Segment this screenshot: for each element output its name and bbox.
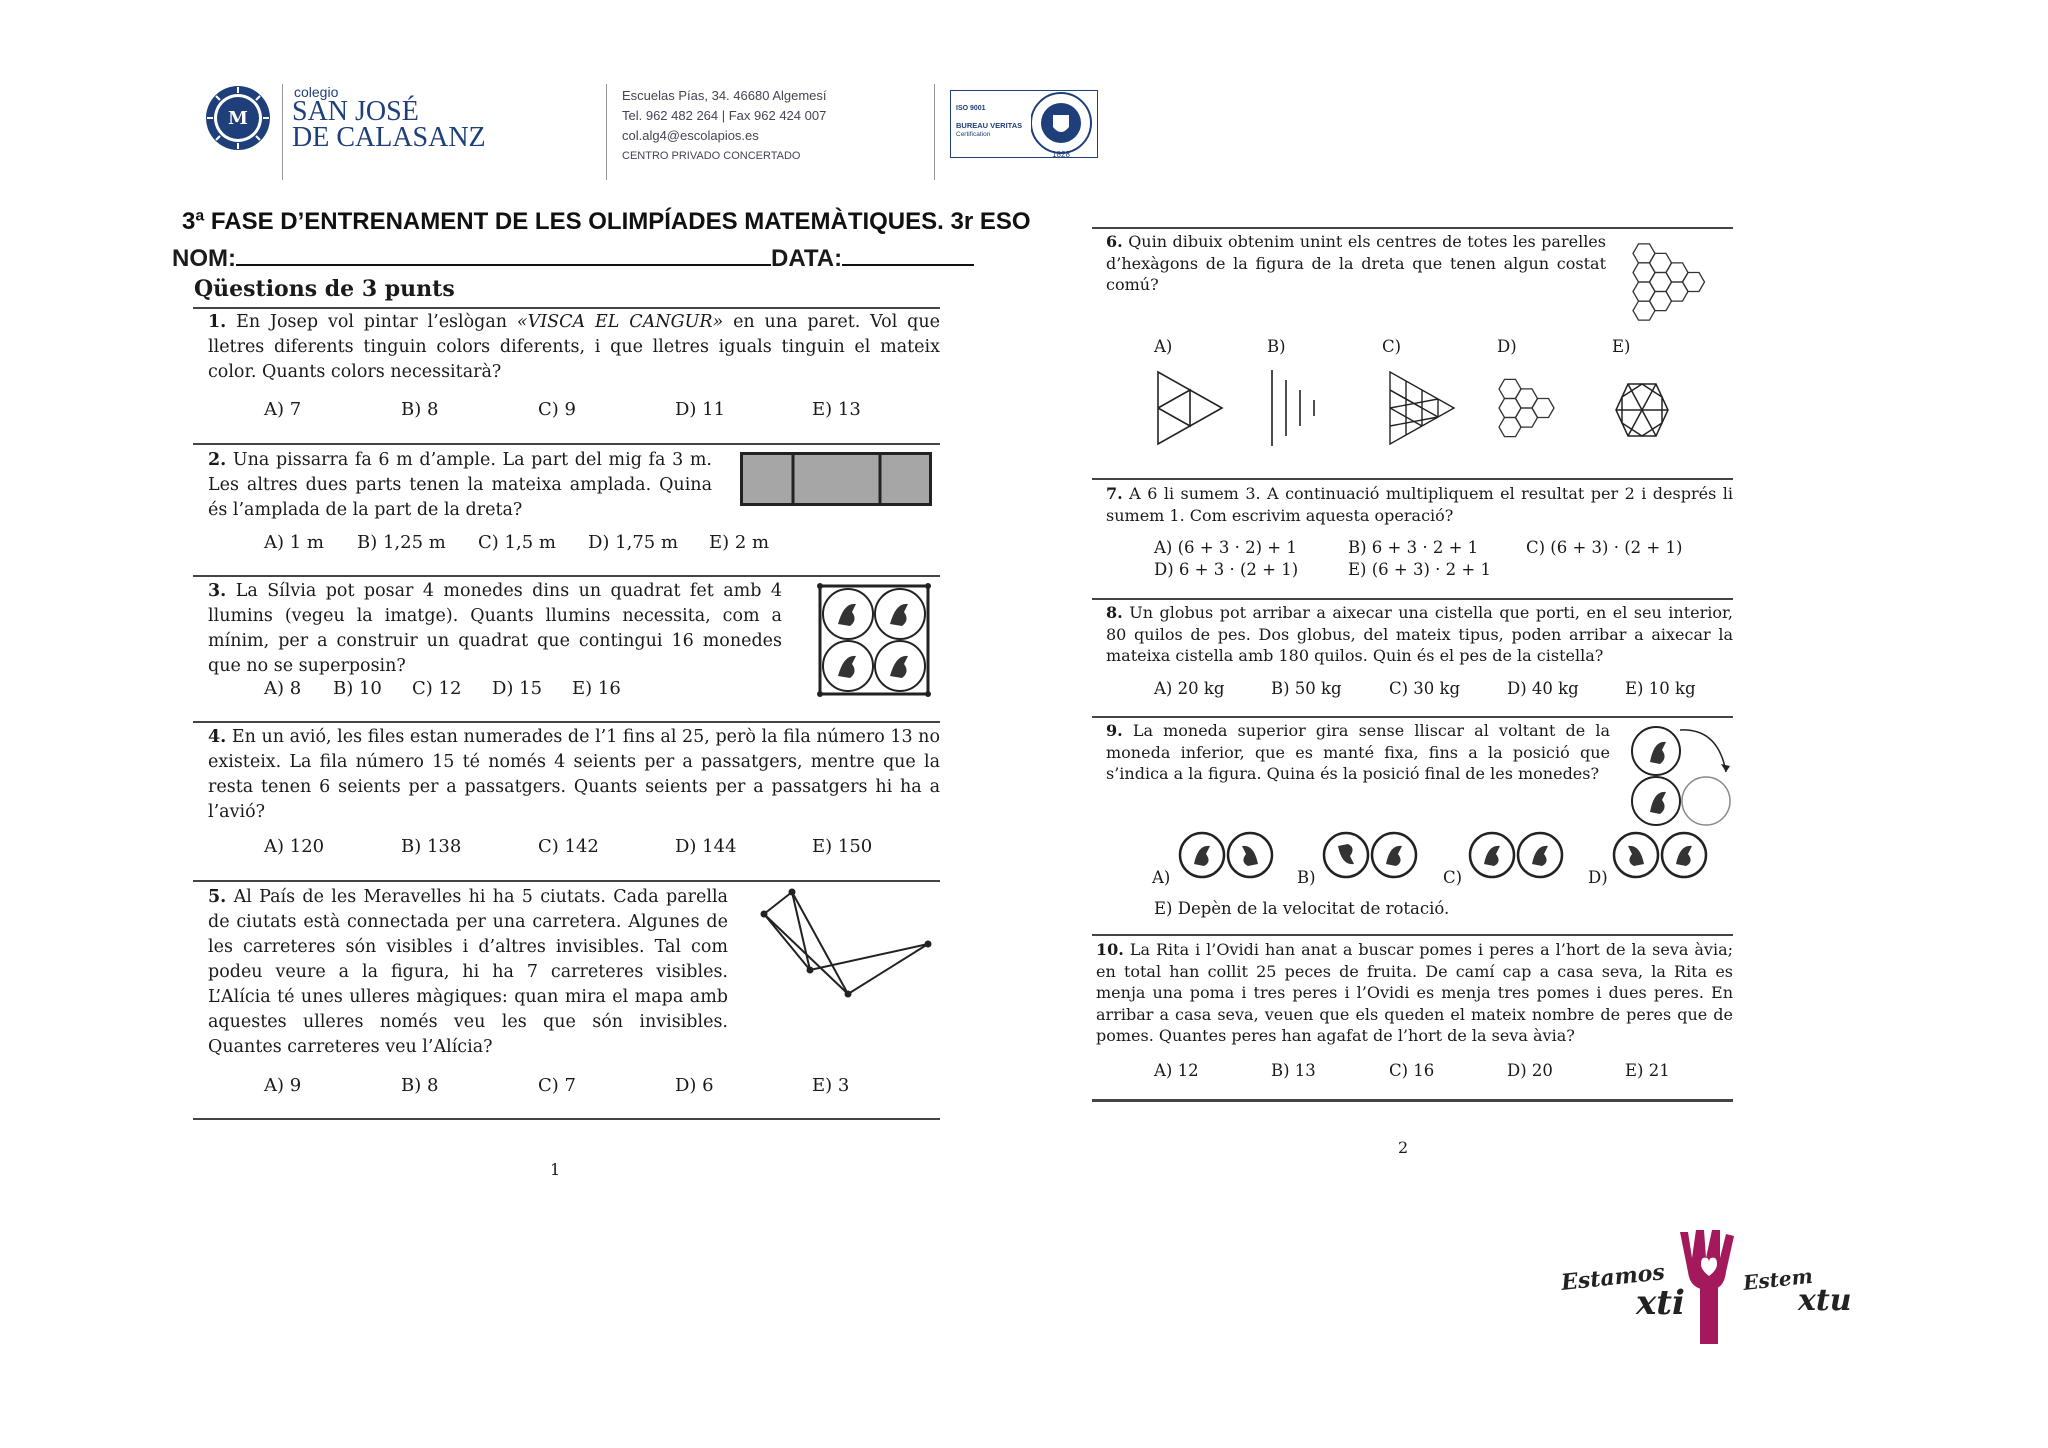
question-text: Al País de les Meravelles hi ha 5 ciutats. Cada parella de ciutats està connectada per una carretera. Algunes de les carreteres són visibles i d’altres invisibles. Tal com podeu veure a la figura, hi ha 7 carreteres visibles. L’Alícia té unes ulleres màgiques: quan mira el mapa amb aquestes ulleres només veu les que són invisibles. Quantes carreteres veu l’Alícia? [208,887,728,1057]
q10-option-d[interactable]: D) 20 [1507,1061,1553,1080]
question-divider [193,443,940,445]
q3-option-d[interactable]: D) 15 [492,678,543,699]
contact-address: Escuelas Pías, 34. 46680 Algemesí [622,88,827,103]
question-number: 3. [208,581,227,601]
question-text: En un avió, les files estan numerades de l’1 fins al 25, però la fila número 13 no existeix. La fila número 15 té només 4 seients per a passatgers, mentre que la resta tenen 6 seients per a passatgers. Quants seients per a passatgers hi ha a l’avió? [208,727,940,822]
nom-blank[interactable] [236,242,771,266]
q3-option-a[interactable]: A) 8 [264,678,302,699]
question-slogan: «VISCA EL CANGUR» [516,312,724,332]
q9-option-a[interactable]: A) [1152,868,1171,887]
question-divider [193,880,940,882]
page-number-2: 2 [1398,1138,1409,1157]
data-label: DATA: [770,245,843,272]
q5-option-a[interactable]: A) 9 [264,1075,302,1096]
contact-email: col.alg4@escolapios.es [622,128,759,143]
page-number-1: 1 [550,1160,561,1179]
q10-option-a[interactable]: A) 12 [1154,1061,1199,1080]
q9-option-c[interactable]: C) [1443,868,1463,887]
cert-iso: ISO 9001 [956,105,986,112]
logo-estem: Estem [1742,1263,1814,1295]
question-divider [1092,478,1733,480]
contact-phone: Tel. 962 482 264 | Fax 962 424 007 [622,108,827,123]
q2-option-c[interactable]: C) 1,5 m [478,532,556,553]
question-text: La Rita i l’Ovidi han anat a buscar pomes i peres a l’hort de la seva àvia; en total han collit 25 peces de fruita. De camí cap a casa seva, la Rita es menja una poma i tres peres i l’Ovidi es menja tres pomes i dues peres. En arribar a casa seva, veuen que els queden el mateix nombre de peres que de pomes. Quantes peres han agafat de l’hort de la seva àvia? [1096,940,1733,1045]
question-number: 1. [208,312,227,332]
q10-option-e[interactable]: E) 21 [1625,1061,1670,1080]
page-title: 3ª FASE D’ENTRENAMENT DE LES OLIMPÍADES MATEMÀTIQUES. 3r ESO [182,208,1031,235]
q4-option-d[interactable]: D) 144 [675,836,737,857]
section-rule [193,307,940,309]
question-number: 10. [1096,940,1124,959]
q8-option-c[interactable]: C) 30 kg [1389,679,1461,698]
question-number: 8. [1106,603,1123,622]
question-divider [1092,598,1733,600]
q7-option-e[interactable]: E) (6 + 3) · 2 + 1 [1348,560,1491,579]
cert-year: 1828 [1052,150,1070,159]
question-text: Una pissarra fa 6 m d’ample. La part del mig fa 3 m. Les altres dues parts tenen la mateixa amplada. Quina és l’amplada de la part de la dreta? [208,450,712,520]
data-blank[interactable] [842,242,974,266]
q6-option-a[interactable]: A) [1154,337,1173,356]
q8-option-d[interactable]: D) 40 kg [1507,679,1579,698]
question-number: 6. [1106,232,1123,251]
school-name-line2: DE CALASANZ [292,122,486,153]
question-4 [208,725,940,825]
q9-option-e[interactable]: E) Depèn de la velocitat de rotació. [1154,899,1450,918]
q1-option-e[interactable]: E) 13 [812,399,861,420]
q5-option-e[interactable]: E) 3 [812,1075,850,1096]
q5-option-b[interactable]: B) 8 [401,1075,439,1096]
q10-option-c[interactable]: C) 16 [1389,1061,1435,1080]
q8-option-a[interactable]: A) 20 kg [1154,679,1225,698]
q4-option-b[interactable]: B) 138 [401,836,462,857]
bureau-veritas-seal [1031,87,1097,159]
svg-text:M: M [228,108,248,129]
contact-type: CENTRO PRIVADO CONCERTADO [622,150,801,162]
cert-bureau-veritas: BUREAU VERITAS [956,121,1023,130]
school-name-line1: SAN JOSÉ [292,96,419,127]
question-1 [208,310,940,385]
q8-option-b[interactable]: B) 50 kg [1271,679,1342,698]
q2-option-b[interactable]: B) 1,25 m [357,532,446,553]
school-contact [622,86,827,166]
name-date-line [172,242,974,273]
question-divider [193,575,940,577]
logo-xtu: xtu [1798,1283,1852,1318]
question-number: 9. [1106,721,1123,740]
section-title: Qüestions de 3 punts [194,276,455,302]
question-2 [208,448,712,523]
estamos-xti-logo [1560,1228,1860,1348]
q9-option-b[interactable]: B) [1297,868,1316,887]
q7-option-a[interactable]: A) (6 + 3 · 2) + 1 [1154,538,1297,557]
q3-option-c[interactable]: C) 12 [412,678,462,699]
page-bottom-rule [1092,1099,1733,1102]
header-divider [606,84,607,180]
q5-option-c[interactable]: C) 7 [538,1075,576,1096]
q3-option-e[interactable]: E) 16 [572,678,621,699]
page2-top-rule [1092,227,1733,229]
q10-option-b[interactable]: B) 13 [1271,1061,1316,1080]
q6-option-b[interactable]: B) [1267,337,1286,356]
hexagon-figure [1630,232,1730,332]
question-7 [1106,483,1733,526]
page-bottom-rule [193,1118,940,1120]
q6-figure-c [1386,368,1458,448]
q4-option-e[interactable]: E) 150 [812,836,873,857]
q9-figure-d [1612,830,1708,880]
q4-option-c[interactable]: C) 142 [538,836,599,857]
logo-xti: xti [1636,1283,1685,1323]
question-text: Un globus pot arribar a aixecar una cistella que porti, en el seu interior, 80 quilos de pes. Dos globus, del mateix tipus, poden arribar a aixecar la mateixa cistella amb 180 quilos. Quin és el pes de la cistella? [1106,603,1733,665]
school-logo [204,84,272,152]
cities-roads-figure [756,884,940,1004]
hexagon-cell [1683,273,1705,292]
q8-option-e[interactable]: E) 10 kg [1625,679,1696,698]
q2-option-e[interactable]: E) 2 m [709,532,770,553]
blackboard-figure [740,452,932,506]
question-text: En Josep vol pintar l’eslògan [236,312,517,332]
q1-option-d[interactable]: D) 11 [675,399,726,420]
q7-option-c[interactable]: C) (6 + 3) · (2 + 1) [1526,538,1683,557]
question-9 [1106,720,1610,785]
question-3 [208,579,782,679]
q6-figure-a [1154,368,1226,448]
question-text: en una paret. Vol que lletres diferents tinguin colors diferents, i que lletres iguals tinguin el mateix color. Quants colors necessitarà? [208,312,940,382]
q6-option-d[interactable]: D) [1497,337,1517,356]
q9-figure-c [1468,830,1564,880]
logo-estamos: Estamos [1560,1259,1666,1296]
question-number: 2. [208,450,227,470]
cert-certification: Certification [956,131,991,138]
q6-figure-e [1614,380,1670,440]
q6-option-c[interactable]: C) [1382,337,1402,356]
question-text: A 6 li sumem 3. A continuació multipliquem el resultat per 2 i després li sumem 1. Com escrivim aquesta operació? [1106,484,1733,525]
bureau-veritas-certificate [950,90,1098,158]
question-number: 7. [1106,484,1123,503]
q1-option-b[interactable]: B) 8 [401,399,439,420]
q6-figure-b [1268,368,1328,448]
q1-option-a[interactable]: A) 7 [264,399,302,420]
question-5 [208,885,728,1060]
q7-option-b[interactable]: B) 6 + 3 · 2 + 1 [1348,538,1479,557]
rotating-coins-figure [1626,722,1736,828]
q9-figure-b [1322,830,1418,880]
q1-option-c[interactable]: C) 9 [538,399,576,420]
q6-figure-d [1496,368,1572,448]
question-number: 4. [208,727,227,747]
question-text: La moneda superior gira sense lliscar al voltant de la moneda inferior, que es manté fixa, fins a la posició que s’indica a la figura. Quina és la posició final de les monedes? [1106,721,1610,783]
header-divider [282,84,283,180]
hexagon-cell [1532,399,1554,418]
q2-option-a[interactable]: A) 1 m [264,532,324,553]
coins-matches-figure [814,580,934,700]
q9-figure-a [1178,830,1274,880]
question-divider [193,721,940,723]
question-divider [1092,716,1733,718]
question-8 [1106,602,1733,667]
question-text: Quin dibuix obtenim unint els centres de totes les parelles d’hexàgons de la figura de la dreta que tenen algun costat comú? [1106,232,1606,294]
q3-option-b[interactable]: B) 10 [333,678,382,699]
question-6 [1106,231,1606,296]
q6-option-e[interactable]: E) [1612,337,1631,356]
header-divider [934,84,935,180]
question-text: La Sílvia pot posar 4 monedes dins un quadrat fet amb 4 llumins (vegeu la imatge). Quants llumins necessita, com a mínim, per a construir un quadrat que contingui 16 monedes que no se superposin? [208,581,782,676]
q5-option-d[interactable]: D) 6 [675,1075,714,1096]
q9-option-d[interactable]: D) [1588,868,1608,887]
question-number: 5. [208,887,227,907]
nom-label: NOM: [172,245,236,272]
school-colegio: colegio [294,84,339,100]
q4-option-a[interactable]: A) 120 [264,836,325,857]
question-10 [1096,939,1733,1047]
question-divider [1092,934,1733,936]
q2-option-d[interactable]: D) 1,75 m [588,532,679,553]
q7-option-d[interactable]: D) 6 + 3 · (2 + 1) [1154,560,1299,579]
